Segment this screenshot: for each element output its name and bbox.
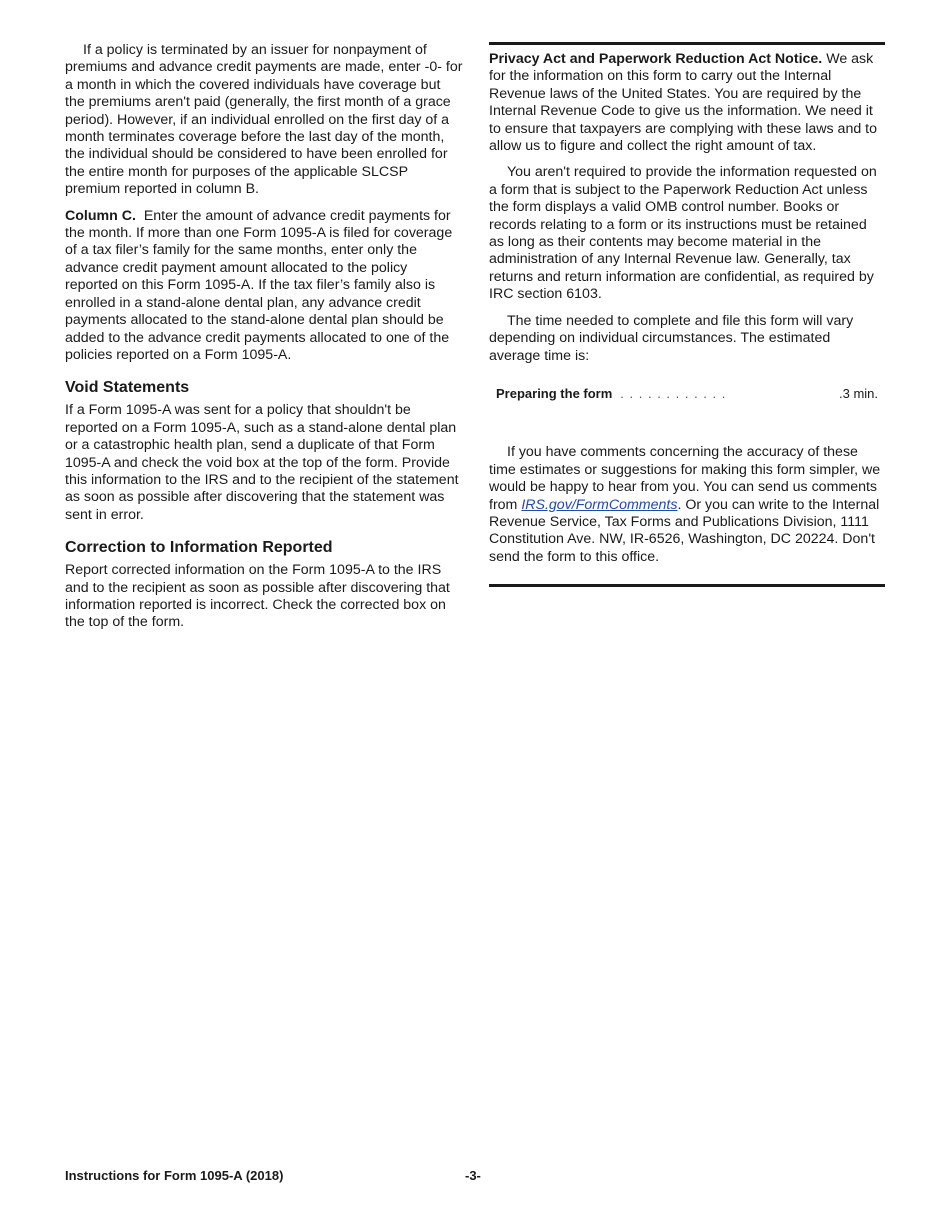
page-number: -3-	[465, 1168, 481, 1183]
time-estimate-row	[496, 385, 878, 402]
privacy-notice-box	[489, 42, 885, 587]
grace-period-paragraph: If a policy is terminated by an issuer for nonpayment of premiums and advance credit payments are made, enter -0- for a month in which the covered individuals have coverage but the premiums aren't paid (generally, the first month of a grace period). However, if an individual enrolled on the first day of a month terminates coverage before the last day of the month, the individual should be considered to have been enrolled for the entire month for purposes of the applicable SLCSP premium reported in column B.	[65, 42, 463, 198]
privacy-paragraph	[489, 51, 885, 155]
void-statements-text: If a Form 1095-A was sent for a policy that shouldn't be reported on a Form 1095-A, such as a stand-alone dental plan or a catastrophic health plan, send a duplicate of that Form 1095-A and check the void box at the top of the form. Provide this information to the IRS and to the recipient of the statement as soon as possible after discovering that the statement was sent in error.	[65, 402, 459, 523]
column-c-heading: Column C.	[65, 207, 136, 224]
form-comments-link[interactable]: IRS.gov/FormComments	[521, 496, 678, 513]
time-label: Preparing the form	[496, 385, 613, 401]
comments-text-before: If you have comments concerning the accuracy of these time estimates or suggestions for making this form simpler, we would be happy to hear from you. You can send us comments from	[489, 444, 881, 513]
time-estimate-paragraph: The time needed to complete and file this form will vary depending on individual circumstances. The estimated average time is:	[489, 312, 854, 364]
comments-paragraph	[489, 444, 885, 566]
void-statements-heading: Void Statements	[65, 379, 190, 397]
leader-dots: . . . . . . . . . . . .	[620, 385, 727, 401]
correction-text: Report corrected information on the Form 1095-A to the IRS and to the recipient as soon as possible after discovering that information reported is incorrect. Check the corrected box on the top of the form.	[65, 562, 450, 631]
paperwork-paragraph: You aren't required to provide the information requested on a form that is subject to the Paperwork Reduction Act unless the form displays a valid OMB control number. Books or records relating to a form or its instructions must be retained as long as their contents may become material in the administration of any Internal Revenue law. Generally, tax returns and return information are confidential, as required by IRC section 6103.	[489, 164, 877, 303]
left-column	[65, 42, 463, 641]
column-c-paragraph	[65, 208, 463, 365]
privacy-text: We ask for the information on this form to carry out the Internal Revenue laws of the United States. You are required by the Internal Revenue Code to give us the information. We need it to ensure that taxpayers are complying with these laws and to allow us to figure and collect the right amount of tax.	[489, 51, 878, 155]
page-footer	[65, 1168, 885, 1186]
privacy-heading: Privacy Act and Paperwork Reduction Act Notice.	[489, 51, 823, 67]
correction-heading: Correction to Information Reported	[65, 539, 333, 557]
column-c-text: Enter the amount of advance credit payments for the month. If more than one Form 1095-A is filed for coverage of a tax filer’s family for the same months, enter only the advance credit payment amount allocated to the policy reported on this Form 1095-A. If the tax filer’s family also is enrolled in a stand-alone dental plan, any advance credit payments allocated to the stand-alone dental plan should be added to the advance credit payments allocated to one of the policies reported on a Form 1095-A.	[65, 207, 453, 363]
time-value: .3 min.	[838, 385, 878, 401]
footer-title: Instructions for Form 1095-A (2018)	[65, 1168, 284, 1183]
comments-text-after: . Or you can write to the Internal Revenue Service, Tax Forms and Publications Division, 1111 Constitution Ave. NW, IR-6526, Washington, DC 20224. Don't send the form to this office.	[489, 496, 880, 565]
